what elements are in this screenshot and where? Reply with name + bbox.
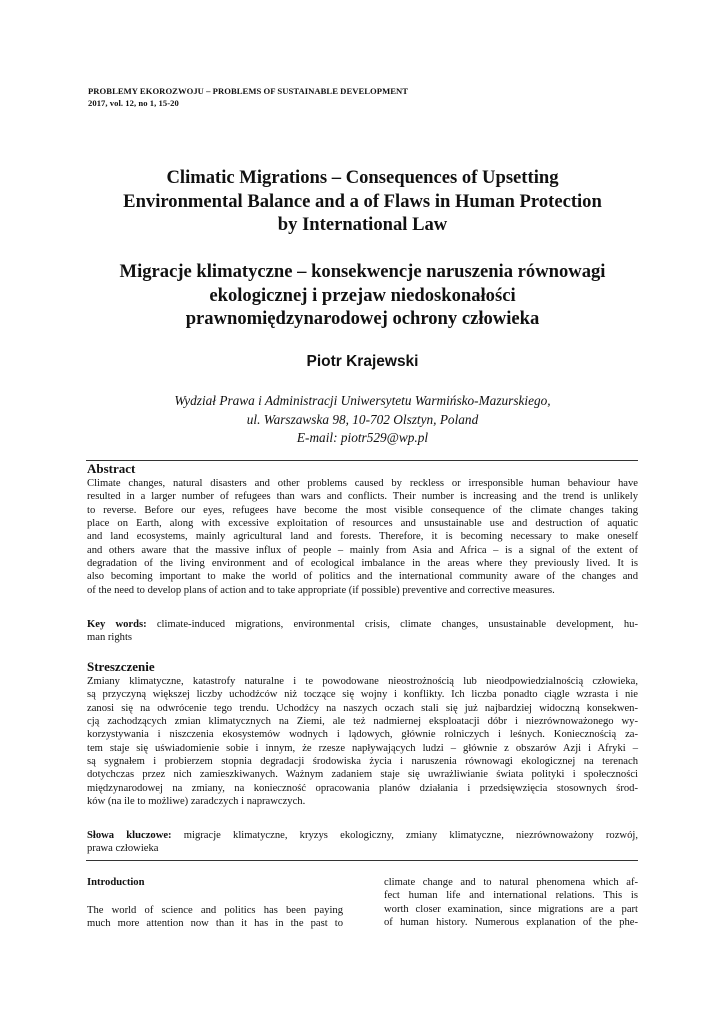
author-email: E-mail: piotr529@wp.pl — [296, 430, 429, 445]
streszczenie-line: tem staje się uświadomienie sobie i innym, że rzesze napływających ludzi – głównie z obszarów Azji i Afryki – — [87, 742, 638, 754]
streszczenie-line: Zmiany klimatyczne, katastrofy naturalne i te powodowane nieostrożnością lub nieodpowiedzialnością człowieka, — [87, 676, 638, 687]
streszczenie-line: zanosi się na odwrócenie tego trendu. Uchodźcy na naszych oczach stali się już najbardziej widoczną konsekwen- — [87, 702, 638, 714]
abstract-line: degradation of the living environment and of ecological imbalance in the areas where they previously lived. It is — [87, 558, 638, 570]
journal-issue: 2017, vol. 12, no 1, 15-20 — [88, 98, 179, 108]
introduction-line: climate change and to natural phenomena which af- — [384, 877, 638, 888]
streszczenie-heading: Streszczenie — [87, 659, 155, 674]
abstract-text — [87, 477, 638, 597]
streszczenie-line: cją zachodzących zmian klimatycznych na Ziemi, ale też nadmiernej eksploatacji dóbr i niezrównoważonego wy- — [87, 716, 638, 728]
introduction-line: fect human life and international relations. This is — [384, 890, 638, 902]
keywords-line — [87, 618, 638, 631]
affiliation-line: Wydział Prawa i Administracji Uniwersytetu Warmińsko-Mazurskiego, — [174, 393, 551, 408]
slowa-kluczowe-line: prawa człowieka — [87, 843, 159, 855]
streszczenie-text — [87, 675, 638, 808]
introduction-line: much more attention now than it has in the past to — [87, 917, 343, 929]
streszczenie-line: korzystywania i niszczenia ekosystemów wodnych i lądowych, głównie rolniczych i leśnych. Koniecznością za- — [87, 729, 638, 741]
abstract-line: to reverse. Before our eyes, refugees have become the most visible consequence of the climate changes taking — [87, 504, 638, 516]
streszczenie-line: są przyczyną większej liczby uchodźców niż toczące się wojny i konflikty. Ich liczba ponadto ciągle wzrasta i nie — [87, 689, 638, 701]
divider-bottom — [86, 860, 638, 861]
journal-header — [88, 85, 408, 109]
keywords — [87, 618, 638, 645]
streszczenie-line: są sygnałem i probierzem stopnia degradacji środowiska życia i naruszenia równowagi ekologicznej na terenach — [87, 756, 638, 768]
abstract-line: also becoming important to make the world of politics and the international community aware of the changes and — [87, 571, 638, 583]
heading-spacer — [87, 890, 343, 904]
abstract-line: and land ecosystems, mainly agricultural land and forests. Therefore, it is becoming necessary to make oneself — [87, 531, 638, 543]
title-pl-line: Migracje klimatyczne – konsekwencje naruszenia równowagi — [119, 261, 606, 282]
abstract-line: resulted in a larger number of refugees than wars and conflicts. Their number is increasing and the trend is unlikely — [87, 491, 638, 503]
title-en-line: Environmental Balance and a of Flaws in Human Protection — [123, 190, 602, 212]
abstract-line: of the need to develop plans of action and to take appropriate (if possible) preventive and corrective measures. — [87, 584, 555, 596]
title-en-line: Climatic Migrations – Consequences of Upsetting — [166, 167, 559, 188]
keywords-label: Key words: — [87, 619, 147, 630]
streszczenie-line: dotychczas przez nich zamieszkiwanych. Ważnym zadaniem staje się uwrażliwianie świata polityki i społeczności — [87, 769, 638, 781]
introduction-right-column — [384, 876, 638, 929]
author-affiliation — [60, 392, 665, 448]
introduction-line: of human history. Numerous explanation of the phe- — [384, 917, 638, 929]
author-name: Piotr Krajewski — [306, 353, 419, 370]
affiliation-line: ul. Warszawska 98, 10-702 Olsztyn, Poland — [246, 411, 479, 427]
streszczenie-line: ków (na ile to możliwe) zaradczych i naprawczych. — [87, 796, 306, 808]
slowa-kluczowe — [87, 829, 638, 856]
slowa-kluczowe-label: Słowa kluczowe: — [87, 830, 172, 841]
title-pl-line: ekologicznej i przejaw niedoskonałości — [209, 284, 516, 306]
journal-name: PROBLEMY EKOROZWOJU – PROBLEMS OF SUSTAINABLE DEVELOPMENT — [88, 86, 409, 96]
abstract-line: Climate changes, natural disasters and other problems caused by reckless or irresponsible human behaviour have — [87, 478, 638, 489]
streszczenie-line: międzynarodowej na zmiany, na konieczność opracowania planów działania i przedsięwzięcia stosownych środ- — [87, 782, 638, 794]
introduction-line: The world of science and politics has been paying — [87, 904, 343, 916]
introduction-line: worth closer examination, since migrations are a part — [384, 903, 638, 915]
introduction-heading: Introduction — [87, 877, 145, 888]
introduction-left-column — [87, 876, 343, 930]
title-en-line: by International Law — [277, 214, 448, 235]
abstract-heading: Abstract — [87, 461, 136, 476]
article-title-english — [60, 166, 665, 237]
keywords-values: climate-induced migrations, environmental crisis, climate changes, unsustainable development, hu- — [156, 619, 638, 630]
slowa-kluczowe-values: migracje klimatyczne, kryzys ekologiczny, zmiany klimatyczne, niezrównoważony rozwój, — [183, 830, 638, 841]
slowa-kluczowe-line — [87, 829, 638, 842]
article-title-polish — [60, 260, 665, 331]
divider-top — [86, 460, 638, 461]
title-pl-line: prawnomiędzynarodowej ochrony człowieka — [185, 308, 540, 329]
abstract-line: and others aware that the massive influx of people – mainly from Asia and Africa – is a signal of the extent of — [87, 544, 638, 556]
abstract-line: place on Earth, along with excessive exploitation of resources and unsustainable use and destruction of aquatic — [87, 518, 638, 530]
keywords-line: man rights — [87, 632, 133, 644]
